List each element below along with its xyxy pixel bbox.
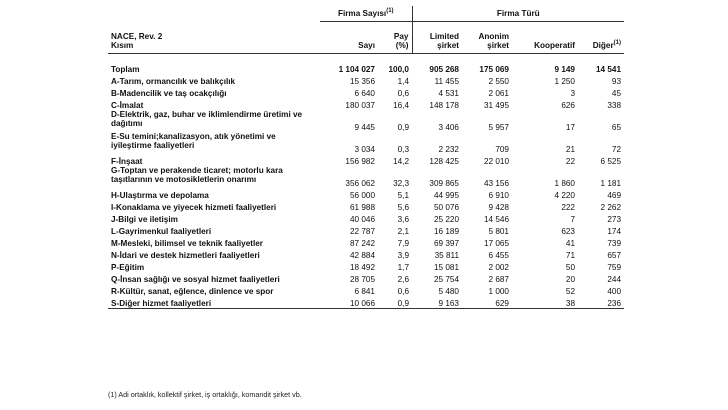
table-row <box>108 132 624 154</box>
row-count: 18 492 <box>349 262 375 272</box>
table-body <box>108 54 624 309</box>
row-share: 3,9 <box>397 250 409 260</box>
row-cooperative: 21 <box>565 144 575 154</box>
row-share: 0,9 <box>397 122 409 132</box>
row-cooperative: 41 <box>565 238 575 248</box>
row-anonim: 43 156 <box>483 178 509 188</box>
row-count: 6 841 <box>354 286 375 296</box>
table-row <box>108 248 624 260</box>
row-label: N-İdari ve destek hizmetleri faaliyetleri <box>111 250 260 260</box>
row-cooperative: 50 <box>565 262 575 272</box>
row-other: 273 <box>607 214 622 224</box>
row-anonim: 9 428 <box>488 202 509 212</box>
row-cooperative: 222 <box>561 202 575 212</box>
row-other: 244 <box>607 274 622 284</box>
row-limited: 9 163 <box>412 296 462 309</box>
row-limited: 15 081 <box>433 262 459 272</box>
row-limited: 25 754 <box>433 274 459 284</box>
row-limited: 11 455 <box>434 76 459 86</box>
row-cooperative: 38 <box>512 296 578 309</box>
table-row <box>108 272 624 284</box>
row-cooperative: 7 <box>570 214 575 224</box>
table-row <box>108 110 624 132</box>
row-other: 1 181 <box>600 178 622 188</box>
row-share: 2,1 <box>397 226 409 236</box>
row-anonim: 6 455 <box>488 250 509 260</box>
row-label: H-Ulaştırma ve depolama <box>111 190 209 200</box>
row-label: I-Konaklama ve yiyecek hizmeti faaliyetleri <box>111 202 277 212</box>
row-count: 22 787 <box>349 226 375 236</box>
row-count: 42 884 <box>349 250 375 260</box>
row-limited: 148 178 <box>429 100 459 110</box>
table-row <box>108 236 624 248</box>
row-other: 65 <box>611 122 622 132</box>
row-anonim: 2 061 <box>488 88 509 98</box>
row-limited: 4 531 <box>438 88 459 98</box>
row-share: 0,9 <box>378 296 412 309</box>
row-label: G-Toptan ve perakende ticaret; motorlu kara taşıtlarının ve motosikletlerin onarımı <box>111 166 283 185</box>
row-anonim: 2 550 <box>488 76 509 86</box>
row-count: 156 982 <box>345 156 375 166</box>
row-other: 759 <box>607 262 622 272</box>
row-label: J-Bilgi ve iletişim <box>111 214 178 224</box>
table-row <box>108 284 624 296</box>
row-limited: 69 397 <box>433 238 459 248</box>
row-cooperative: 17 <box>565 122 575 132</box>
row-label: C-İmalat <box>111 100 144 110</box>
row-limited: 128 425 <box>429 156 459 166</box>
row-anonim: 6 910 <box>488 190 509 200</box>
row-other: 469 <box>607 190 622 200</box>
row-share: 16,4 <box>393 100 409 110</box>
row-other: 174 <box>607 226 622 236</box>
row-cooperative: 22 <box>565 156 575 166</box>
row-cooperative: 623 <box>561 226 575 236</box>
table-row <box>108 154 624 166</box>
firm-statistics-table <box>108 6 624 309</box>
total-row <box>108 62 624 74</box>
row-count: 56 000 <box>349 190 375 200</box>
total-share: 100,0 <box>388 64 409 74</box>
row-other: 2 262 <box>600 202 622 212</box>
row-limited: 50 076 <box>433 202 459 212</box>
total-label: Toplam <box>111 64 140 74</box>
row-other: 236 <box>578 296 624 309</box>
row-label: P-Eğitim <box>111 262 145 272</box>
row-other: 93 <box>611 76 622 86</box>
firm-table-container <box>108 6 624 309</box>
row-other: 6 525 <box>600 156 622 166</box>
table-row <box>108 212 624 224</box>
row-share: 7,9 <box>397 238 409 248</box>
row-count: 3 034 <box>354 144 375 154</box>
row-anonim: 2 687 <box>488 274 509 284</box>
header-firm-count-group: Firma Sayısı$^{(1)}$ <box>320 6 412 22</box>
row-count: 15 356 <box>349 76 375 86</box>
total-anonim: 175 069 <box>479 64 509 74</box>
row-cooperative: 52 <box>565 286 575 296</box>
row-limited: 5 480 <box>438 286 459 296</box>
row-anonim: 17 065 <box>483 238 509 248</box>
total-count: 1 104 027 <box>338 64 375 74</box>
row-limited: 25 220 <box>433 214 459 224</box>
table-row <box>108 188 624 200</box>
table-row <box>108 200 624 212</box>
row-anonim: 22 010 <box>483 156 509 166</box>
row-label: Q-İnsan sağlığı ve sosyal hizmet faaliyetleri <box>111 274 280 284</box>
table-row <box>108 98 624 110</box>
row-anonim: 14 546 <box>483 214 509 224</box>
row-limited: 16 189 <box>433 226 459 236</box>
header-anonim: Anonim şirket <box>462 22 512 54</box>
row-anonim: 5 957 <box>488 122 509 132</box>
row-share: 0,6 <box>397 88 409 98</box>
table-row <box>108 224 624 236</box>
row-other: 72 <box>611 144 622 154</box>
row-anonim: 629 <box>462 296 512 309</box>
row-cooperative: 4 220 <box>554 190 575 200</box>
row-anonim: 5 801 <box>488 226 509 236</box>
header-cooperative: Kooperatif <box>512 22 578 54</box>
row-anonim: 1 000 <box>488 286 509 296</box>
row-cooperative: 1 860 <box>554 178 575 188</box>
total-cooperative: 9 149 <box>554 64 575 74</box>
row-other: 739 <box>607 238 622 248</box>
header-spacer <box>108 6 320 22</box>
row-share: 5,6 <box>397 202 409 212</box>
total-limited: 905 268 <box>429 64 459 74</box>
header-firm-type-group: Firma Türü <box>412 6 624 22</box>
header-share: Pay (%) <box>378 22 412 54</box>
row-share: 1,4 <box>397 76 409 86</box>
row-anonim: 31 495 <box>483 100 509 110</box>
row-count: 87 242 <box>349 238 375 248</box>
footnotes <box>108 390 628 400</box>
row-limited: 2 232 <box>438 144 459 154</box>
row-limited: 309 865 <box>429 178 459 188</box>
row-label: B-Madencilik ve taş ocakçılığı <box>111 88 227 98</box>
row-cooperative: 20 <box>565 274 575 284</box>
table-row <box>108 74 624 86</box>
row-share: 0,6 <box>397 286 409 296</box>
row-label: S-Diğer hizmet faaliyetleri <box>108 296 320 309</box>
row-count: 61 988 <box>349 202 375 212</box>
row-count: 180 037 <box>345 100 375 110</box>
row-other: 657 <box>607 250 622 260</box>
row-share: 0,3 <box>397 144 409 154</box>
row-label: D-Elektrik, gaz, buhar ve iklimlendirme üretimi ve dağıtımı <box>111 110 303 129</box>
footnote: (1) Adi ortaklık, kollektif şirket, iş ortaklığı, komandit şirket vb. <box>108 390 302 399</box>
row-cooperative: 1 250 <box>554 76 575 86</box>
row-share: 32,3 <box>393 178 409 188</box>
row-cooperative: 3 <box>570 88 575 98</box>
row-label: A-Tarım, ormancılık ve balıkçılık <box>111 76 236 86</box>
row-share: 14,2 <box>393 156 409 166</box>
table-row <box>108 260 624 272</box>
header-limited: Limited şirket <box>412 22 462 54</box>
row-cooperative: 626 <box>561 100 575 110</box>
row-label: M-Mesleki, bilimsel ve teknik faaliyetler <box>111 238 263 248</box>
row-label: L-Gayrimenkul faaliyetleri <box>111 226 212 236</box>
row-count: 9 445 <box>354 122 375 132</box>
row-anonim: 2 002 <box>488 262 509 272</box>
header-count: Sayı <box>320 22 378 54</box>
row-label: F-İnşaat <box>111 156 143 166</box>
row-share: 3,6 <box>397 214 409 224</box>
row-share: 2,6 <box>397 274 409 284</box>
row-count: 6 640 <box>354 88 375 98</box>
table-row <box>108 296 624 309</box>
row-count: 40 046 <box>349 214 375 224</box>
row-limited: 35 811 <box>434 250 459 260</box>
row-count: 10 066 <box>320 296 378 309</box>
table-row <box>108 86 624 98</box>
row-share: 5,1 <box>397 190 409 200</box>
row-count: 28 705 <box>349 274 375 284</box>
row-cooperative: 71 <box>565 250 575 260</box>
row-anonim: 709 <box>495 144 509 154</box>
row-other: 45 <box>611 88 622 98</box>
total-other: 14 541 <box>595 64 622 74</box>
row-share: 1,7 <box>397 262 409 272</box>
row-other: 338 <box>607 100 622 110</box>
header-nace: NACE, Rev. 2 Kısım <box>108 22 320 54</box>
row-label: R-Kültür, sanat, eğlence, dinlence ve spor <box>111 286 274 296</box>
row-limited: 44 995 <box>433 190 459 200</box>
row-limited: 3 406 <box>438 122 459 132</box>
row-other: 400 <box>607 286 622 296</box>
table-row <box>108 166 624 188</box>
row-label: E-Su temini;kanalizasyon, atık yönetimi ve iyileştirme faaliyetleri <box>111 132 276 151</box>
header-other: Diğer$^{(1)}$ <box>578 22 624 54</box>
row-count: 356 062 <box>345 178 375 188</box>
